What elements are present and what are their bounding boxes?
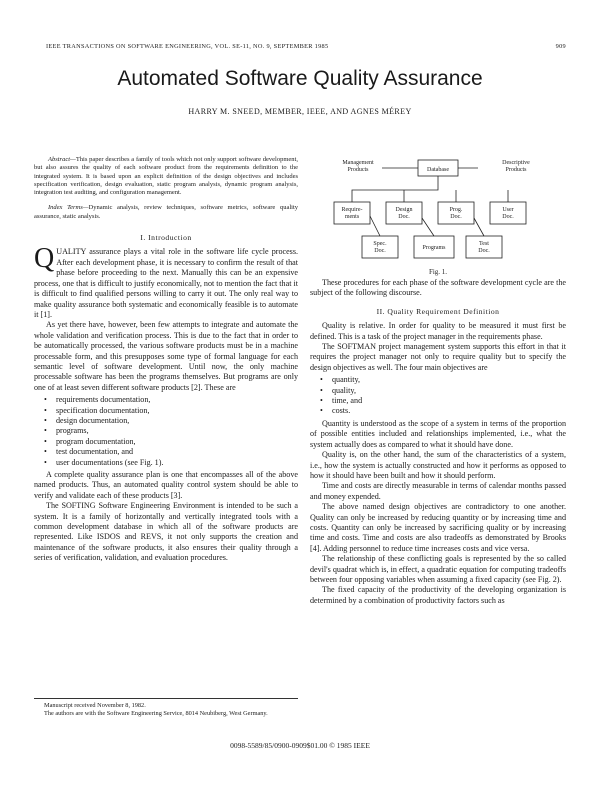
intro-paragraph-3: A complete quality assurance plan is one that encompasses all of the above named products. Thus, an automated quality control system should be able to verify and validate each of these products [3]. <box>34 470 298 500</box>
user-doc-box <box>490 202 526 224</box>
list-item: • time, and <box>332 396 566 406</box>
list-item: • quantity, <box>332 375 566 385</box>
intro-paragraph-1-text: UALITY assurance plays a vital role in the software life cycle process. After each development phase, it is necessary to confirm the result of that phase before proceeding to the next. Manually this can be an expensive process, one that is difficult to justify economically, not to mention the fact that it is difficult to find qualified persons willing to carry it out. The only real way to make quality assurance both systematic and economically feasible is to automate it [1]. <box>34 247 298 319</box>
time-costs-paragraph: Time and costs are directly measurable in terms of calendar months passed and money expended. <box>310 481 566 501</box>
list-item: • program documentation, <box>56 437 298 447</box>
label-spec-doc: Spec. Doc. <box>373 241 387 254</box>
label-management: Management Products <box>342 160 374 173</box>
spec-doc-box <box>362 236 398 258</box>
quality-paragraph-2: The SOFTMAN project management system supports this effort in that it requires the project manager not only to require quality but to specify the design objectives as well. The four main objectives are <box>310 342 566 372</box>
design-doc-box <box>386 202 422 224</box>
left-column <box>34 152 298 564</box>
list-item: • user documentations (see Fig. 1). <box>56 458 298 468</box>
label-design-doc: Design Doc. <box>395 207 413 220</box>
connector-lines <box>352 176 508 202</box>
intro-paragraph-1 <box>34 243 298 320</box>
software-products-list <box>34 395 298 468</box>
page-number: 909 <box>555 43 566 50</box>
footnote <box>34 698 298 718</box>
copyright-footer: 0098-5589/85/0900-0909$01.00 © 1985 IEEE <box>230 741 370 750</box>
quantity-paragraph: Quantity is understood as the scope of a system in terms of the proportion of possible entities included and relationships implemented, i.e., what the system actually does as compared to what it should have done. <box>310 418 566 449</box>
test-doc-box <box>466 236 502 258</box>
list-item: • programs, <box>56 426 298 436</box>
section-heading-introduction: I. Introduction <box>140 233 192 243</box>
abstract-text: This paper describes a family of tools which not only support software development, but also assures the quality of each software product from the requirements definition to the integrated system. It is based upon an explicit definition of the design objectives and includes specification verification, design evaluation, static program analysis, dynamic program analysis, integration test auditing, and configuration management. <box>34 156 298 197</box>
list-item: • test documentation, and <box>56 447 298 457</box>
requirements-box <box>334 202 370 224</box>
abstract <box>34 156 298 197</box>
list-item: • costs. <box>332 406 566 416</box>
label-programs: Programs <box>422 245 446 251</box>
label-test-doc: Test Doc. <box>478 241 490 254</box>
list-item: • specification documentation, <box>56 406 298 416</box>
tradeoffs-paragraph: The above named design objectives are contradictory to one another. Quality can only be increased by reducing quantity or by increasing time and costs. Quantity can only be increased by sacrificing quality or by increasing time and costs. Time and costs are also tradeoffs as demonstrated by Brooks [4]. Adding personnel to reduce time increases costs and vice versa. <box>310 502 566 553</box>
label-prog-doc: Prog. Doc. <box>449 207 463 220</box>
journal-citation: IEEE TRANSACTIONS ON SOFTWARE ENGINEERING, VOL. SE-11, NO. 9, SEPTEMBER 1985 <box>46 43 329 50</box>
figure-1-diagram <box>318 152 558 267</box>
index-terms-text: Dynamic analysis, review techniques, software metrics, software quality assurance, static analysis. <box>34 204 298 220</box>
figure-1-caption: Fig. 1. <box>428 268 448 276</box>
prog-doc-box <box>438 202 474 224</box>
index-terms <box>34 204 298 221</box>
quality-definition-paragraph: Quality is, on the other hand, the sum of the characteristics of a system, i.e., how the system is actually constructed and how it performs as opposed to how it should have been built and how it should perform. <box>310 450 566 480</box>
procedures-paragraph: These procedures for each phase of the software development cycle are the subject of the following discourse. <box>310 278 566 298</box>
right-column <box>310 278 566 606</box>
running-head <box>46 43 566 50</box>
connector-lines-lower <box>370 216 484 236</box>
list-item: • design documentation, <box>56 416 298 426</box>
index-terms-label: Index Terms— <box>48 204 89 212</box>
label-database: Database <box>427 167 449 173</box>
footnote-affiliation: The authors are with the Software Engineering Service, 8014 Neubiberg, West Germany. <box>44 710 268 717</box>
capacity-paragraph: The fixed capacity of the productivity of the developing organization is determined by a combination of productivity factors such as <box>310 585 566 605</box>
intro-paragraph-4: The SOFTING Software Engineering Environment is intended to be such a system. It is a family of horizontally and vertically integrated tools with a common development database in which all of the software products are represented. Like ISDOS and REVS, it not only supports the creation and maintenance of the software products, it also ensures their quality through a series of verification, validation, and evaluation procedures. <box>34 501 298 563</box>
label-descriptive: Descriptive Products <box>502 160 530 173</box>
drop-cap: Q <box>34 243 55 275</box>
devils-quadrat-paragraph: The relationship of these conflicting goals is represented by the so called devil's quadrat which is, in effect, a quadratic equation for computing tradeoffs between four opposing variables when assuming a fixed capacity (see Fig. 2). <box>310 554 566 584</box>
intro-paragraph-2: As yet there have, however, been few attempts to integrate and automate the whole validation and verification process. This is due to the fact that in order to be automatically processed, the various software products must be in a machine processable form, and this presupposes some type of formal language for each semantic level of software development. Until now, the only machine processable software has been the programs themselves. But programs are only one of at least seven different software products [2]. These are <box>34 320 298 392</box>
abstract-label: Abstract— <box>48 156 76 163</box>
paper-authors: HARRY M. SNEED, MEMBER, IEEE, AND AGNES MÉREY <box>188 107 412 116</box>
quality-paragraph-1: Quality is relative. In order for quality to be measured it must first be defined. This is a task of the project manager in the requirements phase. <box>310 321 566 341</box>
list-item: • quality, <box>332 386 566 396</box>
section-heading-quality-requirement: II. Quality Requirement Definition <box>376 306 500 316</box>
footnote-received: Manuscript received November 8, 1982. <box>44 702 146 709</box>
list-item: • requirements documentation, <box>56 395 298 405</box>
design-objectives-list <box>310 375 566 417</box>
paper-title: Automated Software Quality Assurance <box>117 67 483 90</box>
label-requirements: Require-ments <box>341 207 363 220</box>
label-user-doc: User Doc. <box>502 207 514 220</box>
